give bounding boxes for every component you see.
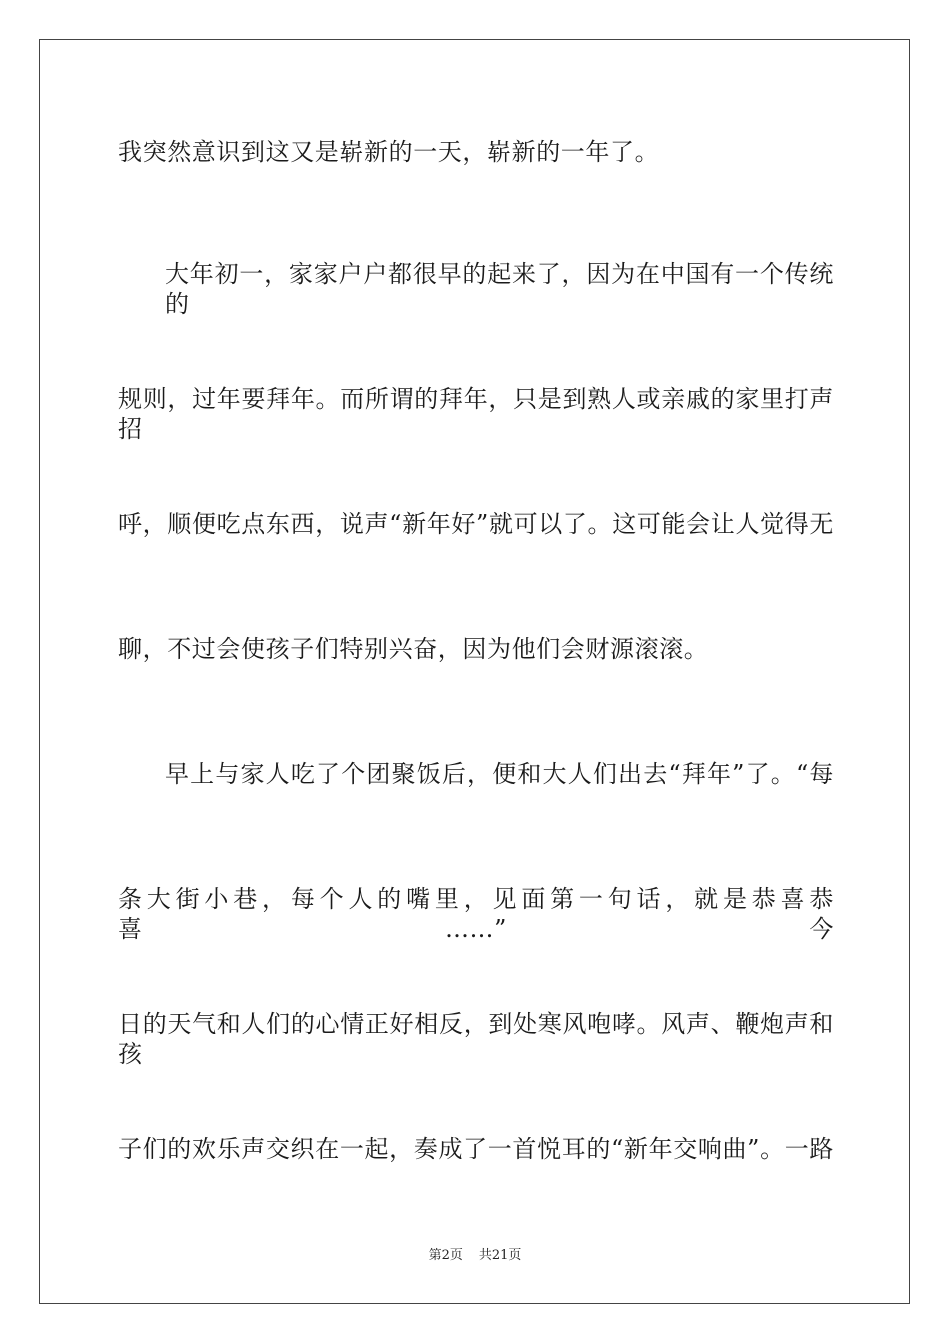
- text-line-1: 我突然意识到这又是崭新的一天，崭新的一年了。: [118, 138, 660, 166]
- text-line-4: 呼，顺便吃点东西，说声“新年好”就可以了。这可能会让人觉得无: [118, 510, 834, 538]
- page-border: [39, 39, 910, 1304]
- text-line-8: 日的天气和人们的心情正好相反，到处寒风咆哮。风声、鞭炮声和孩: [118, 1010, 834, 1068]
- total-pages: 共21页: [478, 1248, 522, 1263]
- text-line-5: 聊，不过会使孩子们特别兴奋，因为他们会财源滚滚。: [118, 635, 709, 663]
- text-line-6: 早上与家人吃了个团聚饭后，便和大人们出去“拜年”了。“每: [165, 760, 834, 788]
- text-line-7: 条大街小巷，每个人的嘴里，见面第一句话，就是恭喜恭喜……”今: [118, 885, 834, 943]
- text-line-3: 规则，过年要拜年。而所谓的拜年，只是到熟人或亲戚的家里打声招: [118, 385, 834, 443]
- current-page-number: 第2页: [428, 1248, 463, 1263]
- text-line-9: 子们的欢乐声交织在一起，奏成了一首悦耳的“新年交响曲”。一路: [118, 1135, 834, 1163]
- page-footer: [0, 1248, 950, 1264]
- text-line-2: 大年初一，家家户户都很早的起来了，因为在中国有一个传统的: [165, 260, 834, 318]
